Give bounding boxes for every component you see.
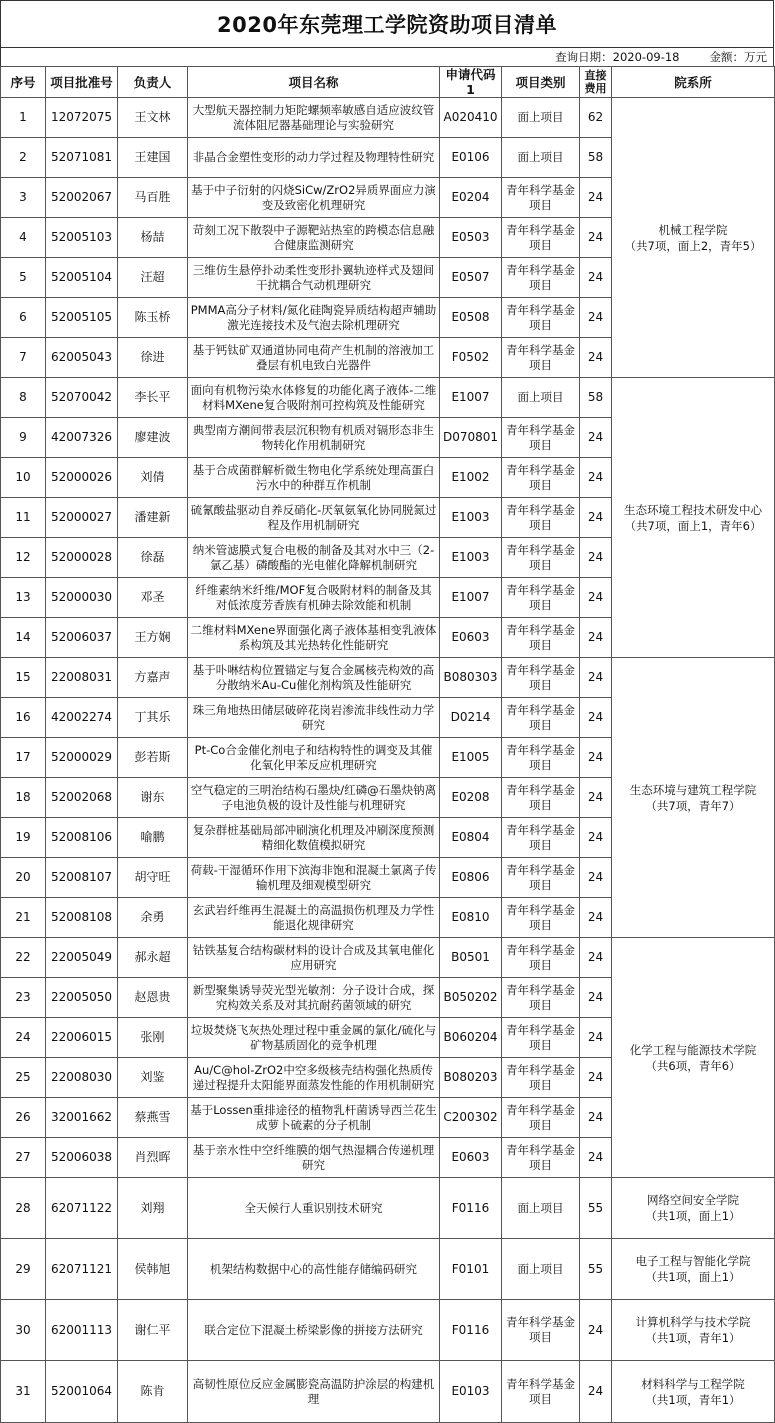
cell-name [188,1018,440,1058]
cell-no: 28 [1,1178,46,1239]
cell-leader: 侯韩旭 [118,1239,188,1300]
cell-code: E1007 [440,578,502,618]
cell-code: A020410 [440,98,502,138]
cell-fund: 24 [580,1300,612,1361]
cell-approval: 52006038 [46,1138,118,1178]
header-row [1,67,775,98]
cell-no: 2 [1,138,46,178]
cell-name [188,978,440,1018]
cell-fund: 24 [580,698,612,738]
project-name-text: 新型聚集诱导荧光型光敏剂：分子设计合成，探究构效关系及对其抗耐药菌领域的研究 [192,982,435,1012]
cell-fund: 24 [580,778,612,818]
project-name-text: 空气稳定的三明治结构石墨炔/红磷@石墨炔钠离子电池负极的设计及性能与机理研究 [190,782,437,812]
table-row [1,1178,775,1239]
cell-approval: 22005049 [46,938,118,978]
cell-leader: 肖烈晖 [118,1138,188,1178]
cell-approval: 62071122 [46,1178,118,1239]
cell-fund: 24 [580,1098,612,1138]
cell-name [188,218,440,258]
cell-code: D0214 [440,698,502,738]
cell-leader: 胡守旺 [118,858,188,898]
header-fund: 直接费用 [580,67,612,98]
cell-no: 15 [1,658,46,698]
project-name-text: 纤维素纳米纤维/MOF复合吸附材料的制备及其对低浓度芳香族有机砷去除效能和机制 [195,582,432,612]
cell-leader: 刘倩 [118,458,188,498]
cell-name [188,1098,440,1138]
cell-code: B050202 [440,978,502,1018]
cell-no: 17 [1,738,46,778]
cell-fund: 24 [580,658,612,698]
cell-code: E1005 [440,738,502,778]
cell-category: 青年科学基金项目 [502,298,580,338]
header-category: 项目类别 [502,67,580,98]
cell-name [188,258,440,298]
department-name: 电子工程与智能化学院 [635,1254,751,1268]
table-row [1,658,775,698]
header-approval: 项目批准号 [46,67,118,98]
cell-no: 1 [1,98,46,138]
project-name-text: 垃圾焚烧飞灰热处理过程中重金属的氯化/硫化与矿物基质固化的竞争机理 [190,1022,437,1052]
cell-leader: 廖建波 [118,418,188,458]
cell-leader: 徐磊 [118,538,188,578]
cell-fund: 24 [580,738,612,778]
cell-approval: 52070042 [46,378,118,418]
cell-no: 25 [1,1058,46,1098]
cell-fund: 24 [580,218,612,258]
cell-category: 面上项目 [502,98,580,138]
department-summary: （共1项，面上1） [645,1270,741,1284]
cell-code: E0103 [440,1361,502,1423]
cell-leader: 彭若斯 [118,738,188,778]
cell-name [188,658,440,698]
cell-department [612,1300,775,1361]
project-name-text: 苛刻工况下散裂中子源靶站热室的跨模态信息融合健康监测研究 [192,222,435,252]
project-name-text: 联合定位下混凝土桥梁影像的拼接方法研究 [204,1322,423,1337]
cell-category: 青年科学基金项目 [502,258,580,298]
cell-approval: 52000027 [46,498,118,538]
header-code: 申请代码1 [440,67,502,98]
department-name: 材料科学与工程学院 [641,1376,745,1391]
cell-name [188,298,440,338]
cell-approval: 52071081 [46,138,118,178]
cell-approval: 52005105 [46,298,118,338]
cell-code: B080203 [440,1058,502,1098]
cell-no: 13 [1,578,46,618]
project-name-text: Au/C@hol-ZrO2中空多级核壳结构强化热质传递过程提升太阳能界面蒸发性能的作用机制研究 [192,1062,435,1092]
cell-code: E1003 [440,538,502,578]
cell-category: 青年科学基金项目 [502,698,580,738]
cell-no: 21 [1,898,46,938]
project-name-text: 基于钙钛矿双通道协同电荷产生机制的溶液加工叠层有机电致白光器件 [192,342,435,372]
cell-name [188,538,440,578]
cell-category: 面上项目 [502,1178,580,1239]
cell-category: 青年科学基金项目 [502,538,580,578]
cell-no: 29 [1,1239,46,1300]
cell-approval: 22005050 [46,978,118,1018]
cell-no: 31 [1,1361,46,1423]
cell-leader: 谢东 [118,778,188,818]
cell-category: 青年科学基金项目 [502,178,580,218]
table-row [1,938,775,978]
cell-code: E0503 [440,218,502,258]
cell-department [612,658,775,938]
department-summary: （共1项，面上1） [645,1209,741,1223]
table-row [1,1239,775,1300]
cell-fund: 24 [580,1058,612,1098]
cell-approval: 42002274 [46,698,118,738]
project-name-text: 珠三角地热田储层破碎花岗岩渗流非线性动力学研究 [192,702,435,732]
meta-bar [0,48,774,66]
cell-approval: 52000030 [46,578,118,618]
cell-name [188,778,440,818]
cell-fund: 24 [580,298,612,338]
cell-no: 30 [1,1300,46,1361]
cell-fund: 24 [580,818,612,858]
department-name: 化学工程与能源技术学院 [629,1042,757,1057]
cell-fund: 24 [580,1138,612,1178]
cell-category: 面上项目 [502,1239,580,1300]
cell-name [188,938,440,978]
cell-approval: 42007326 [46,418,118,458]
cell-code: E0208 [440,778,502,818]
cell-code: C200302 [440,1098,502,1138]
cell-no: 20 [1,858,46,898]
project-name-text: PMMA高分子材料/氮化硅陶瓷异质结构超声辅助激光连接技术及气泡去除机理研究 [190,302,437,332]
cell-leader: 徐进 [118,338,188,378]
cell-approval: 52008107 [46,858,118,898]
cell-code: B060204 [440,1018,502,1058]
project-name-text: 基于卟啉结构位置锚定与复合金属核壳构效的高分散纳米Au-Cu催化剂构筑及性能研究 [192,662,435,692]
cell-leader: 谢仁平 [118,1300,188,1361]
department-summary: （共7项，面上2，青年5） [624,238,762,253]
cell-no: 12 [1,538,46,578]
cell-category: 青年科学基金项目 [502,618,580,658]
cell-approval: 62001113 [46,1300,118,1361]
cell-approval: 52008108 [46,898,118,938]
cell-category: 青年科学基金项目 [502,458,580,498]
cell-name [188,1178,440,1239]
cell-no: 22 [1,938,46,978]
cell-code: E0603 [440,1138,502,1178]
cell-approval: 62005043 [46,338,118,378]
query-date: 查询日期：2020-09-18 [555,50,680,64]
header-department: 院系所 [612,67,775,98]
cell-code: F0502 [440,338,502,378]
cell-leader: 杨喆 [118,218,188,258]
cell-name [188,698,440,738]
cell-leader: 丁其乐 [118,698,188,738]
table-body [1,98,775,1423]
cell-category: 青年科学基金项目 [502,1098,580,1138]
cell-category: 青年科学基金项目 [502,1300,580,1361]
project-name-text: Pt-Co合金催化剂电子和结构特性的调变及其催化氧化甲苯反应机理研究 [194,742,433,772]
cell-leader: 潘建新 [118,498,188,538]
cell-no: 27 [1,1138,46,1178]
cell-fund: 24 [580,538,612,578]
cell-category: 青年科学基金项目 [502,818,580,858]
cell-approval: 52002068 [46,778,118,818]
cell-fund: 55 [580,1178,612,1239]
header-name: 项目名称 [188,67,440,98]
cell-fund: 24 [580,898,612,938]
cell-fund: 24 [580,578,612,618]
cell-leader: 喻鹏 [118,818,188,858]
cell-approval: 52006037 [46,618,118,658]
cell-code: E0508 [440,298,502,338]
cell-approval: 52000029 [46,738,118,778]
project-name-text: 三维仿生悬停扑动柔性变形扑翼轨迹样式及翅间干扰耦合气动机理研究 [192,262,435,292]
cell-category: 青年科学基金项目 [502,938,580,978]
cell-department [612,1178,775,1239]
cell-name [188,178,440,218]
cell-approval: 52000026 [46,458,118,498]
cell-fund: 24 [580,178,612,218]
project-name-text: 高韧性原位反应金属膨瓷高温防护涂层的构建机理 [192,1376,435,1406]
cell-fund: 24 [580,618,612,658]
cell-code: E0806 [440,858,502,898]
cell-code: E0804 [440,818,502,858]
cell-leader: 陈肯 [118,1361,188,1423]
cell-leader: 张刚 [118,1018,188,1058]
department-summary: （共1项，青年1） [645,1331,741,1345]
cell-category: 青年科学基金项目 [502,578,580,618]
cell-leader: 王方娴 [118,618,188,658]
cell-name [188,858,440,898]
cell-no: 14 [1,618,46,658]
header-leader: 负责人 [118,67,188,98]
cell-leader: 陈玉桥 [118,298,188,338]
cell-code: E1007 [440,378,502,418]
cell-no: 18 [1,778,46,818]
cell-category: 青年科学基金项目 [502,858,580,898]
cell-approval: 52000028 [46,538,118,578]
table-row [1,378,775,418]
cell-category: 青年科学基金项目 [502,738,580,778]
cell-fund: 55 [580,1239,612,1300]
cell-category: 青年科学基金项目 [502,418,580,458]
cell-no: 7 [1,338,46,378]
cell-leader: 蔡燕雪 [118,1098,188,1138]
project-name-text: 玄武岩纤维再生混凝土的高温损伤机理及力学性能退化规律研究 [192,902,435,932]
cell-department [612,1239,775,1300]
cell-no: 6 [1,298,46,338]
table-row [1,1300,775,1361]
cell-department [612,378,775,658]
cell-leader: 王建国 [118,138,188,178]
cell-no: 3 [1,178,46,218]
project-name-text: 基于合成菌群解析微生物电化学系统处理高蛋白污水中的种群互作机制 [192,462,435,492]
cell-code: E0507 [440,258,502,298]
cell-no: 16 [1,698,46,738]
cell-category: 青年科学基金项目 [502,218,580,258]
project-name-text: 基于Lossen重排途径的植物乳杆菌诱导西兰花生成萝卜硫素的分子机制 [190,1102,437,1132]
cell-approval: 22008031 [46,658,118,698]
project-name-text: 大型航天器控制力矩陀螺频率敏感自适应波纹管流体阻尼器基础理论与实验研究 [192,102,435,132]
cell-name [188,898,440,938]
cell-name [188,578,440,618]
cell-leader: 李长平 [118,378,188,418]
cell-category: 青年科学基金项目 [502,898,580,938]
cell-category: 青年科学基金项目 [502,978,580,1018]
project-name-text: 非晶合金塑性变形的动力学过程及物理特性研究 [192,150,435,164]
cell-leader: 汪超 [118,258,188,298]
cell-no: 5 [1,258,46,298]
cell-fund: 24 [580,858,612,898]
cell-fund: 24 [580,1018,612,1058]
cell-category: 青年科学基金项目 [502,1361,580,1423]
cell-leader: 马百胜 [118,178,188,218]
cell-code: E1003 [440,498,502,538]
cell-no: 26 [1,1098,46,1138]
cell-fund: 24 [580,458,612,498]
project-name-text: 二维材料MXene界面强化离子液体基相变乳液体系构筑及其光热转化性能研究 [190,622,437,652]
project-name-text: 全天候行人重识别技术研究 [244,1200,383,1215]
department-summary: （共1项，青年1） [645,1392,741,1407]
project-name-text: 硫氰酸盐驱动自养反硝化-厌氧氨氧化协同脱氮过程及作用机制研究 [190,502,437,532]
cell-name [188,1239,440,1300]
project-table [0,66,775,1423]
cell-fund: 24 [580,258,612,298]
cell-no: 8 [1,378,46,418]
cell-approval: 32001662 [46,1098,118,1138]
cell-code: E0204 [440,178,502,218]
cell-no: 4 [1,218,46,258]
cell-code: E0106 [440,138,502,178]
cell-name [188,1300,440,1361]
cell-category: 青年科学基金项目 [502,1058,580,1098]
project-name-text: 钴铁基复合结构碳材料的设计合成及其氧电催化应用研究 [192,942,435,972]
project-name-text: 典型南方潮间带表层沉积物有机质对镉形态非生物转化作用机制研究 [192,422,435,452]
cell-category: 青年科学基金项目 [502,778,580,818]
project-name-text: 复杂群桩基础局部冲刷演化机理及冲刷深度预测精细化数值模拟研究 [192,822,435,852]
cell-fund: 58 [580,138,612,178]
cell-name [188,738,440,778]
project-name-text: 机架结构数据中心的高性能存储编码研究 [210,1261,417,1276]
cell-fund: 62 [580,98,612,138]
cell-fund: 24 [580,338,612,378]
cell-name [188,338,440,378]
cell-leader: 刘翔 [118,1178,188,1239]
cell-name [188,818,440,858]
department-summary: （共7项，青年7） [645,798,741,813]
cell-fund: 24 [580,498,612,538]
cell-leader: 邓圣 [118,578,188,618]
table-row [1,98,775,138]
cell-code: E0603 [440,618,502,658]
cell-department [612,938,775,1178]
project-name-text: 荷载-干湿循环作用下滨海非饱和混凝土氯离子传输机理及细观模型研究 [190,862,437,892]
cell-department [612,98,775,378]
cell-code: F0116 [440,1300,502,1361]
cell-name [188,98,440,138]
department-summary: （共7项，面上1，青年6） [624,518,762,533]
cell-name [188,138,440,178]
page-title: 2020年东莞理工学院资助项目清单 [0,0,774,48]
cell-leader: 刘鉴 [118,1058,188,1098]
cell-name [188,418,440,458]
project-name-text: 纳米管滤膜式复合电极的制备及其对水中三（2-氯乙基）磷酸酯的光电催化降解机制研究 [192,542,435,572]
department-name: 网络空间安全学院 [647,1193,739,1207]
cell-approval: 22008030 [46,1058,118,1098]
cell-category: 青年科学基金项目 [502,338,580,378]
cell-category: 青年科学基金项目 [502,658,580,698]
department-name: 生态环境工程技术研发中心 [624,502,762,517]
cell-approval: 12072075 [46,98,118,138]
project-name-text: 基于中子衍射的闪烧SiCw/ZrO2异质界面应力演变及致密化机理研究 [191,182,436,212]
cell-category: 青年科学基金项目 [502,1018,580,1058]
cell-no: 10 [1,458,46,498]
table-row [1,1361,775,1423]
cell-name [188,1361,440,1423]
cell-name [188,378,440,418]
cell-approval: 52001064 [46,1361,118,1423]
cell-approval: 52005104 [46,258,118,298]
cell-name [188,1138,440,1178]
cell-fund: 24 [580,418,612,458]
cell-code: B080303 [440,658,502,698]
project-name-text: 面向有机物污染水体修复的功能化离子液体-二维材料MXene复合吸附剂可控构筑及性能研究 [190,382,437,412]
cell-department [612,1361,775,1423]
department-summary: （共6项，青年6） [645,1058,741,1073]
cell-name [188,458,440,498]
cell-leader: 方嘉声 [118,658,188,698]
cell-leader: 余勇 [118,898,188,938]
cell-code: E0810 [440,898,502,938]
department-name: 计算机科学与技术学院 [635,1315,751,1329]
cell-code: B0501 [440,938,502,978]
cell-category: 青年科学基金项目 [502,1138,580,1178]
cell-name [188,1058,440,1098]
cell-fund: 24 [580,978,612,1018]
cell-name [188,498,440,538]
cell-approval: 22006015 [46,1018,118,1058]
cell-leader: 王文林 [118,98,188,138]
cell-approval: 52005103 [46,218,118,258]
cell-approval: 52002067 [46,178,118,218]
cell-no: 23 [1,978,46,1018]
cell-fund: 24 [580,938,612,978]
cell-name [188,618,440,658]
cell-leader: 赵恩贵 [118,978,188,1018]
cell-code: F0101 [440,1239,502,1300]
cell-category: 青年科学基金项目 [502,498,580,538]
cell-category: 面上项目 [502,378,580,418]
department-name: 机械工程学院 [658,222,728,237]
project-name-text: 基于亲水性中空纤维膜的烟气热湿耦合传递机理研究 [192,1142,435,1172]
cell-no: 11 [1,498,46,538]
cell-leader: 郝永超 [118,938,188,978]
header-no: 序号 [1,67,46,98]
cell-approval: 62071121 [46,1239,118,1300]
cell-fund: 58 [580,378,612,418]
cell-code: D070801 [440,418,502,458]
cell-approval: 52008106 [46,818,118,858]
cell-fund: 24 [580,1361,612,1423]
cell-no: 19 [1,818,46,858]
cell-category: 面上项目 [502,138,580,178]
cell-no: 24 [1,1018,46,1058]
cell-code: F0116 [440,1178,502,1239]
cell-code: E1002 [440,458,502,498]
department-name: 生态环境与建筑工程学院 [629,782,757,797]
cell-no: 9 [1,418,46,458]
amount-unit: 金额：万元 [709,50,767,64]
